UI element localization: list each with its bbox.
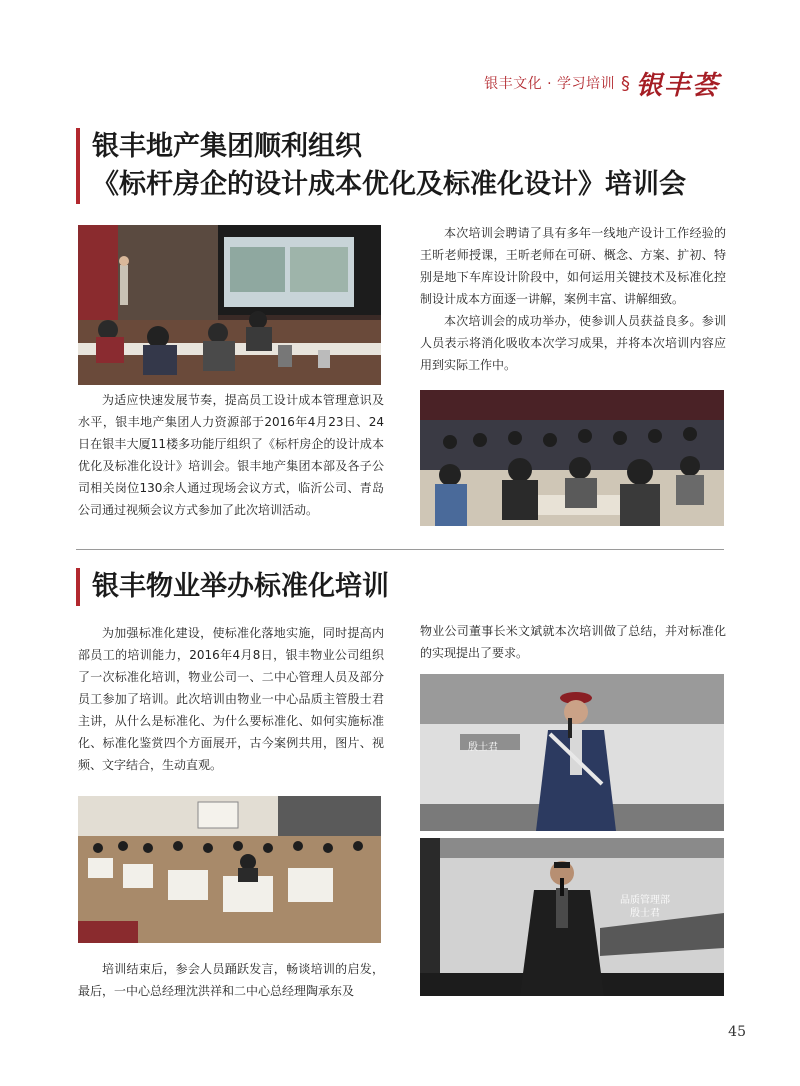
article1-photo-audience bbox=[420, 390, 724, 526]
audience-illustration bbox=[420, 390, 724, 526]
article2-left-text-bottom bbox=[78, 958, 384, 1002]
photo4-slide-label-line2: 殷士君 bbox=[630, 908, 660, 919]
article1-right-text bbox=[420, 222, 726, 376]
photo4-slide-label bbox=[620, 894, 670, 920]
article2-left-text bbox=[78, 622, 384, 776]
article2-photo-speaker-2 bbox=[420, 838, 724, 996]
article1-left-text bbox=[78, 389, 384, 521]
photo3-slide-label: 殷士君 bbox=[468, 742, 498, 753]
article1-right-paragraph1: 本次培训会聘请了具有多年一线地产设计工作经验的王昕老师授课，王昕老师在可研、概念、方案、扩初、特别是地下车库设计阶段中，如何运用关键技术及标准化控制设计成本方面逐一讲解，案例丰富、讲解细致。 bbox=[420, 226, 726, 306]
article2-right-paragraph: 物业公司董事长米文斌就本次培训做了总结，并对标准化的实现提出了要求。 bbox=[420, 624, 726, 660]
article2-photo-meeting-room bbox=[78, 796, 381, 943]
article2-left-paragraph2: 培训结束后，参会人员踊跃发言，畅谈培训的启发，最后，一中心总经理沈洪祥和二中心总经理陶承东及 bbox=[78, 962, 384, 998]
article2-title-block bbox=[76, 568, 389, 606]
article1-left-paragraph: 为适应快速发展节奏，提高员工设计成本管理意识及水平，银丰地产集团人力资源部于2016年4月23日、24日在银丰大厦11楼多功能厅组织了《标杆房企的设计成本优化及标准化设计》培训会。银丰地产集团本部及各子公司相关岗位130余人通过现场会议方式，临沂公司、青岛公司通过视频会议方式参加了此次培训活动。 bbox=[78, 393, 384, 517]
article2-right-text bbox=[420, 620, 726, 664]
section-divider bbox=[76, 549, 724, 550]
page-header bbox=[484, 68, 720, 101]
article2-photo-speaker-1 bbox=[420, 674, 724, 831]
brand-logo: 银丰荟 bbox=[635, 70, 720, 101]
article1-right-paragraph2: 本次培训会的成功举办，使参训人员获益良多。参训人员表示将消化吸收本次学习成果，并将本次培训内容应用到实际工作中。 bbox=[420, 314, 726, 372]
swirl-icon: § bbox=[620, 72, 630, 94]
article1-title bbox=[76, 128, 686, 204]
training-hall-illustration bbox=[78, 225, 381, 385]
photo4-slide-label-line1: 品质管理部 bbox=[620, 895, 670, 906]
meeting-room-illustration bbox=[78, 796, 381, 943]
section-label: 银丰文化 · 学习培训 bbox=[484, 76, 615, 92]
article2-title: 银丰物业举办标准化培训 bbox=[92, 571, 389, 602]
article1-title-line2: 《标杆房企的设计成本优化及标准化设计》培训会 bbox=[92, 169, 686, 200]
speaker1-illustration bbox=[420, 674, 724, 831]
speaker2-illustration bbox=[420, 838, 724, 996]
page-number: 45 bbox=[728, 1024, 746, 1040]
article1-photo-training-hall bbox=[78, 225, 381, 385]
article1-title-line1: 银丰地产集团顺利组织 bbox=[92, 131, 362, 162]
article2-left-paragraph1: 为加强标准化建设，使标准化落地实施，同时提高内部员工的培训能力，2016年4月8日，银丰物业公司组织了一次标准化培训，物业公司一、二中心管理人员及部分员工参加了培训。此次培训由物业一中心品质主管殷士君主讲，从什么是标准化、为什么要标准化、如何实施标准化、标准化鉴赏四个方面展开，古今案例共用，图片、视频、文字结合，生动直观。 bbox=[78, 626, 384, 772]
